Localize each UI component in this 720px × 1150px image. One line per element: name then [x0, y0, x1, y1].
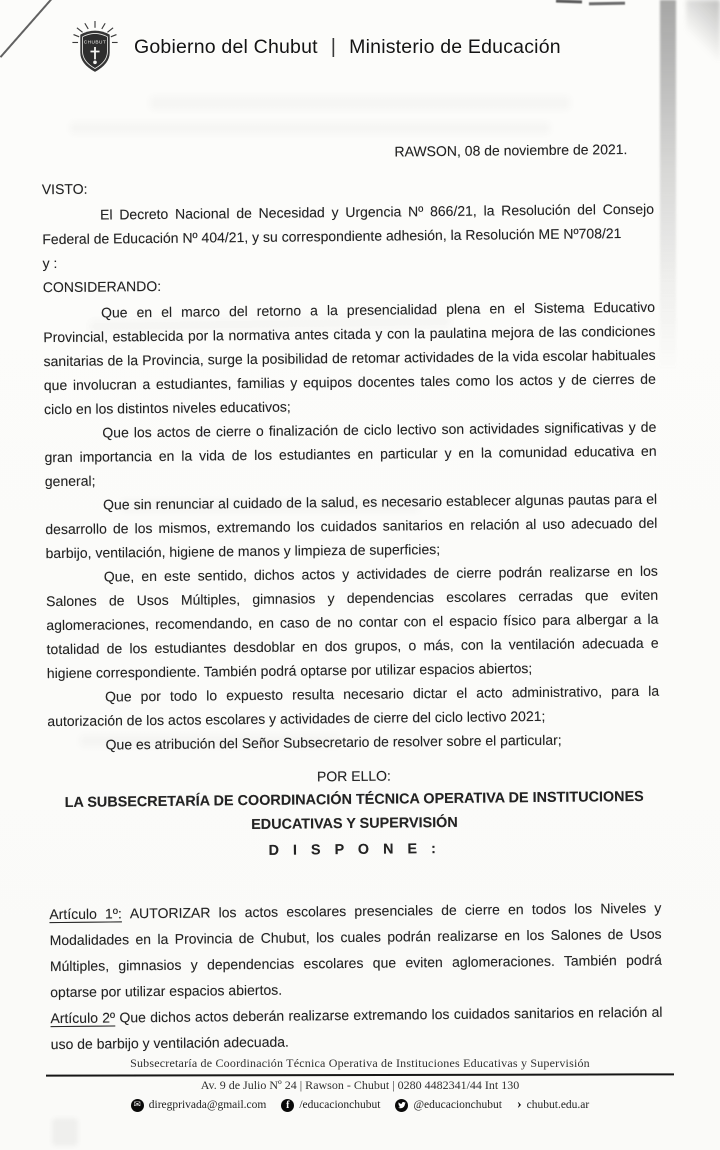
date-line: RAWSON, 08 de noviembre de 2021.: [394, 141, 628, 160]
svg-text:CHUBUT: CHUBUT: [83, 40, 107, 46]
bleedthrough-smudge: [150, 96, 570, 110]
considerando-paragraph: Que en el marco del retorno a la presencialidad plena en el Sistema Educativo Provincial, establecida por la normativa antes citada y con la paulatina mejora de las condiciones sanitarias de la Provincia, surge la posibilidad de retomar actividades de la vida escolar habituales que involucran a estudiantes, familias y equipos docentes tales como los actos y de cierres de ciclo en los distintos niveles educativos;: [43, 298, 656, 418]
contact-twitter: [395, 1099, 502, 1112]
contact-website-text: chubut.edu.ar: [526, 1099, 590, 1112]
letterhead-separator: |: [330, 35, 337, 58]
scan-corner-shadow-artifact: [686, 0, 720, 60]
footer: [0, 1056, 720, 1112]
considerando-paragraph: Que sin renunciar al cuidado de la salud, es necesario establecer algunas pautas para el desarrollo de los mismos, extremando los cuidados sanitarios en relación al uso adecuado del barbijo, ventilación, higiene de manos y limpieza de superficies;: [45, 490, 658, 562]
authority-heading-line2: EDUCATIVAS Y SUPERVISIÓN: [251, 814, 458, 834]
facebook-glyph: f: [286, 1099, 290, 1111]
article-2-label: Artículo 2º: [50, 1009, 116, 1027]
envelope-icon: ✉: [131, 1099, 144, 1112]
footer-rule: [46, 1073, 674, 1077]
chevron-right-icon: ›: [516, 1097, 522, 1113]
footer-address-line: Av. 9 de Julio Nº 24 | Rawson - Chubut | 0280 4482341/44 Int 130: [200, 1078, 520, 1093]
footer-contacts: [0, 1098, 720, 1112]
contact-email-text: diregprivada@gmail.com: [148, 1099, 267, 1112]
bleedthrough-smudge: [70, 122, 550, 134]
considerando-label: CONSIDERANDO:: [42, 277, 162, 296]
visto-paragraph: El Decreto Nacional de Necesidad y Urgencia Nº 866/21, la Resolución del Consejo Federal de Educación Nº 404/21, y su correspondiente adhesión, la Resolución ME Nº708/21: [42, 200, 655, 248]
visto-tail: y :: [42, 255, 58, 272]
scan-smudge-artifact: [556, 0, 582, 3]
considerando-paragraph: Que los actos de cierre o finalización de ciclo lectivo son actividades significativas y de gran importancia en la vida de los estudiantes en particular y en la comunidad educativa en general;: [44, 418, 657, 490]
article-2-text: Que dichos actos deberán realizarse extremando los cuidados sanitarios en relación al uso de barbijo y ventilación adecuada.: [50, 1003, 663, 1053]
dispone-heading: D I S P O N E :: [268, 841, 441, 859]
letterhead: [72, 21, 561, 73]
considerando-paragraph: Que, en este sentido, dichos actos y actividades de cierre podrán realizarse en los Salones de Usos Múltiples, gimnasios y dependencias escolares cerradas que eviten aglomeraciones, recomendando, en caso de no contar con el espacio físico para albergar a la totalidad de los estudiantes desdoblar en dos grupos, o más, con la ventilación adecuada e higiene correspondiente. También podrá optarse por utilizar espacios abiertos;: [46, 562, 659, 682]
article-1-label: Artículo 1º:: [49, 905, 122, 923]
footer-office-line: Subsecretaría de Coordinación Técnica Operativa de Instituciones Educativas y Supervisión: [130, 1056, 590, 1070]
article-1: [49, 895, 662, 1005]
scan-fold-line-artifact: [0, 0, 52, 58]
article-2: [50, 999, 663, 1057]
letterhead-org: Gobierno del Chubut: [134, 35, 318, 58]
visto-label: VISTO:: [41, 180, 88, 198]
contact-email: [131, 1099, 267, 1112]
considerando-paragraph: Que por todo lo expuesto resulta necesario dictar el acto administrativo, para la autorización de los actos escolares y actividades de cierre del ciclo lectivo 2021;: [47, 682, 660, 730]
scan-edge-shadow-artifact: [660, 0, 676, 370]
article-1-text: AUTORIZAR los actos escolares presenciales de cierre en todos los Niveles y Modalidades en la Provincia de Chubut, los cuales podrán realizarse en los Salones de Usos Múltiples, gimnasios y dependencias escolares que eviten aglomeraciones. También podrá optarse por utilizar espacios abiertos.: [49, 899, 662, 1001]
contact-website: [517, 1098, 589, 1112]
chubut-crest-icon: [72, 21, 118, 73]
authority-heading-line1: LA SUBSECRETARÍA DE COORDINACIÓN TÉCNICA OPERATIVA DE INSTITUCIONES: [64, 788, 644, 811]
contact-facebook: [281, 1099, 380, 1112]
twitter-bird-icon: [395, 1099, 408, 1112]
por-ello-heading: POR ELLO:: [316, 767, 391, 785]
contact-twitter-text: @educacionchubut: [413, 1099, 502, 1112]
considerando-paragraph: Que es atribución del Señor Subsecretario de resolver sobre el particular;: [105, 731, 562, 753]
contact-facebook-text: /educacionchubut: [299, 1099, 381, 1112]
document-body: [41, 137, 663, 1057]
scan-smudge-artifact: [589, 2, 625, 6]
letterhead-ministry: Ministerio de Educación: [349, 35, 561, 58]
bleedthrough-smudge: [52, 1118, 78, 1146]
facebook-icon: [281, 1099, 294, 1112]
